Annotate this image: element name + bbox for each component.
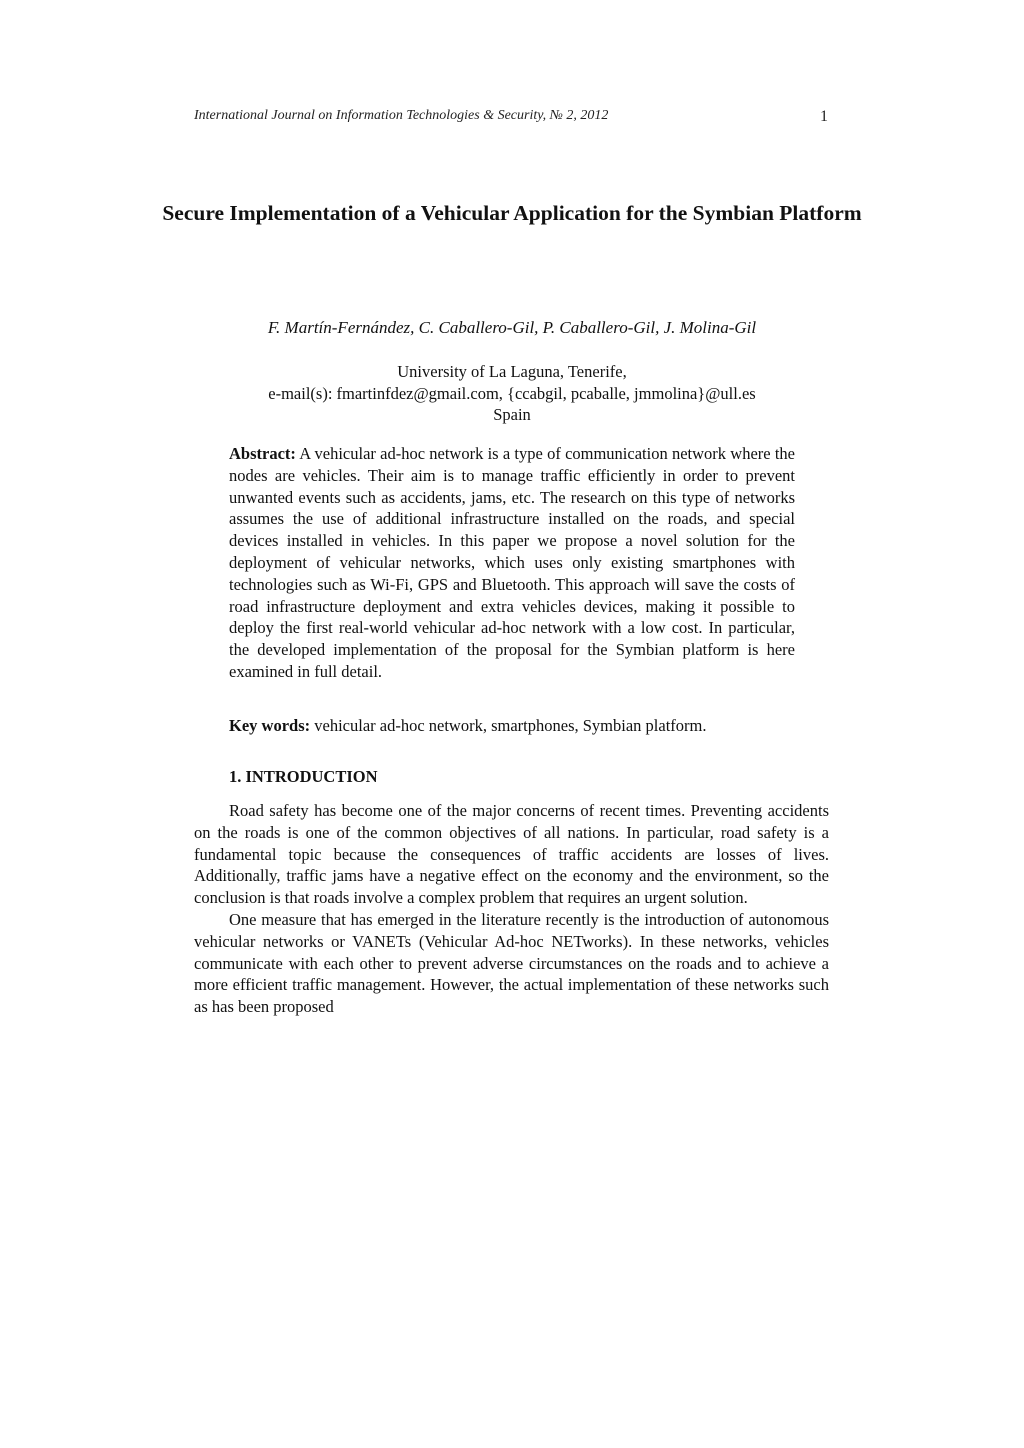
paper-title: Secure Implementation of a Vehicular Application for the Symbian Platform xyxy=(162,201,862,225)
page-number: 1 xyxy=(820,108,828,125)
keywords-text: vehicular ad-hoc network, smartphones, Symbian platform. xyxy=(314,716,707,735)
running-header: International Journal on Information Technologies & Security, № 2, 2012 xyxy=(194,108,609,123)
introduction-body xyxy=(194,800,829,1018)
affiliation-block xyxy=(160,361,864,426)
affiliation-university: University of La Laguna, Tenerife, xyxy=(397,362,627,381)
abstract-text: A vehicular ad-hoc network is a type of communication network where the nodes are vehicles. Their aim is to manage traffic efficiently in order to prevent unwanted events such as accidents, jams, etc. The research on this type of networks assumes the use of additional infrastructure installed on the roads, and special devices installed in vehicles. In this paper we propose a novel solution for the deployment of vehicular networks, which uses only existing smartphones with technologies such as Wi-Fi, GPS and Bluetooth. This approach will save the costs of road infrastructure deployment and extra vehicles devices, making it possible to deploy the first real-world vehicular ad-hoc network with a low cost. In particular, the developed implementation of the proposal for the Symbian platform is here examined in full detail. xyxy=(229,444,795,681)
body-paragraph: Road safety has become one of the major concerns of recent times. Preventing accidents on the roads is one of the common objectives of all nations. In particular, road safety is a fundamental topic because the consequences of traffic accidents are losses of lives. Additionally, traffic jams have a negative effect on the economy and the environment, so the conclusion is that roads involve a complex problem that requires an urgent solution. xyxy=(194,801,829,908)
abstract-label: Abstract: xyxy=(229,444,296,463)
section-heading-introduction: 1. INTRODUCTION xyxy=(229,767,378,786)
keywords xyxy=(229,715,795,737)
body-paragraph: One measure that has emerged in the literature recently is the introduction of autonomous vehicular networks or VANETs (Vehicular Ad-hoc NETworks). In these networks, vehicles communicate with each other to prevent adverse circumstances on the roads and to achieve a more efficient traffic management. However, the actual implementation of these networks such as has been proposed xyxy=(194,909,829,1017)
affiliation-emails: e-mail(s): fmartinfdez@gmail.com, {ccabgil, pcaballe, jmmolina}@ull.es xyxy=(268,383,756,403)
keywords-label: Key words: xyxy=(229,716,311,735)
author-list: F. Martín-Fernández, C. Caballero-Gil, P. Caballero-Gil, J. Molina-Gil xyxy=(267,318,757,337)
affiliation-country: Spain xyxy=(493,405,531,424)
abstract xyxy=(229,443,795,683)
